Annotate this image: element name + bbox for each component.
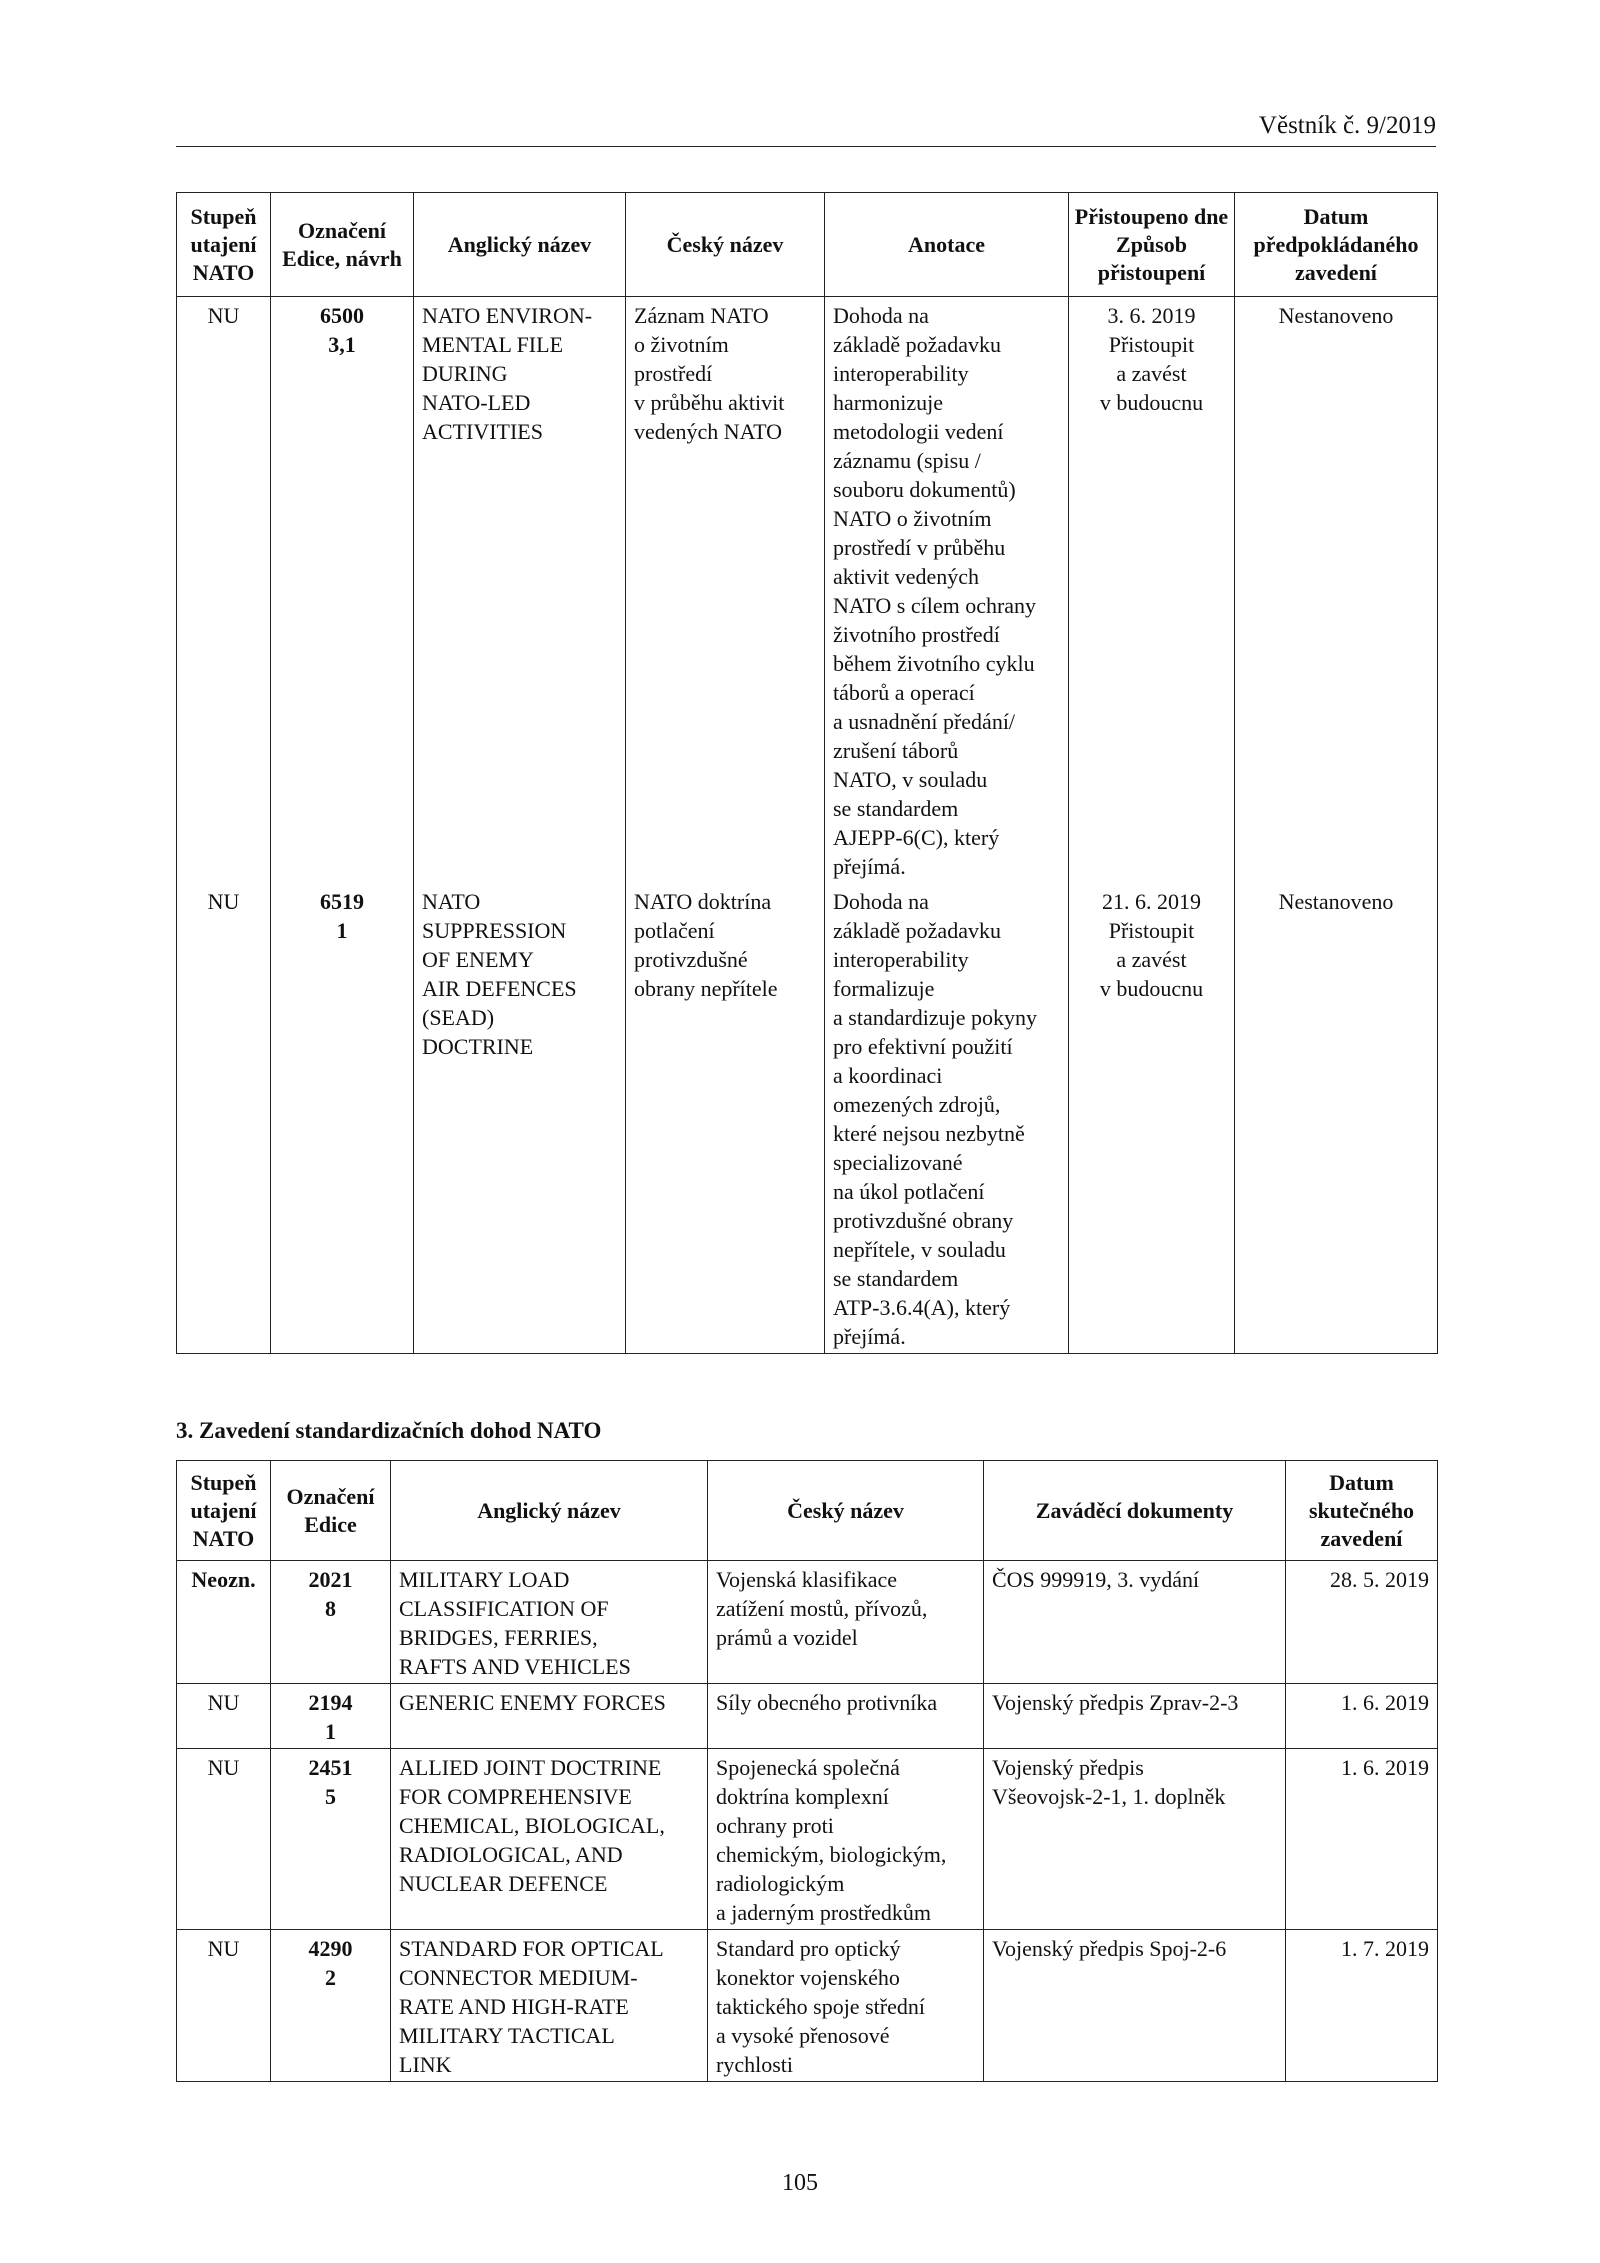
header-cesky: Český název: [626, 193, 825, 297]
header-anglicky: Anglický název: [414, 193, 626, 297]
cell-dokumenty: ČOS 999919, 3. vydání: [984, 1561, 1286, 1684]
page-number: 105: [782, 2170, 818, 2196]
header-dokumenty: Zaváděcí dokumenty: [984, 1461, 1286, 1561]
table-row: [177, 1561, 1438, 1684]
table-row: [177, 1930, 1438, 2082]
cell-oznaceni: 2194 1: [271, 1684, 391, 1749]
table-header-row: [177, 193, 1438, 297]
cell-anotace: Dohoda na základě požadavku interoperability formalizuje a standardizuje pokyny pro efektivní použití a koordinaci omezených zdrojů, které nejsou nezbytně specializované na úkol potlačení protivzdušné obrany nepřítele, v souladu se standardem ATP-3.6.4(A), který přejímá.: [825, 883, 1069, 1354]
cell-oznaceni: 6500 3,1: [271, 297, 414, 884]
cell-stupen: NU: [177, 1749, 271, 1930]
cell-datum: Nestanoveno: [1235, 297, 1438, 884]
cell-anglicky: STANDARD FOR OPTICAL CONNECTOR MEDIUM- RATE AND HIGH-RATE MILITARY TACTICAL LINK: [391, 1930, 708, 2082]
cell-datum: Nestanoveno: [1235, 883, 1438, 1354]
table-row: [177, 297, 1438, 884]
cell-anglicky: NATO SUPPRESSION OF ENEMY AIR DEFENCES (SEAD) DOCTRINE: [414, 883, 626, 1354]
cell-cesky: Spojenecká společná doktrína komplexní ochrany proti chemickým, biologickým, radiologickým a jaderným prostředkům: [708, 1749, 984, 1930]
cell-stupen: NU: [177, 883, 271, 1354]
cell-oznaceni: 2451 5: [271, 1749, 391, 1930]
cell-stupen: NU: [177, 1930, 271, 2082]
header-anotace: Anotace: [825, 193, 1069, 297]
bulletin-title: Věstník č. 9/2019: [1258, 112, 1436, 139]
cell-pristoupeno: 21. 6. 2019 Přistoupit a zavést v budoucnu: [1069, 883, 1235, 1354]
cell-cesky: Standard pro optický konektor vojenského taktického spoje střední a vysoké přenosové rychlosti: [708, 1930, 984, 2082]
cell-anglicky: MILITARY LOAD CLASSIFICATION OF BRIDGES, FERRIES, RAFTS AND VEHICLES: [391, 1561, 708, 1684]
cell-datum: 1. 7. 2019: [1286, 1930, 1438, 2082]
cell-anotace: Dohoda na základě požadavku interoperability harmonizuje metodologii vedení záznamu (spisu / souboru dokumentů) NATO o životním prostředí v průběhu aktivit vedených NATO s cílem ochrany životního prostředí během životního cyklu táborů a operací a usnadnění předání/ zrušení táborů NATO, v souladu se standardem AJEPP-6(C), který přejímá.: [825, 297, 1069, 884]
cell-stupen: Neozn.: [177, 1561, 271, 1684]
header-cesky: Český název: [708, 1461, 984, 1561]
header-oznaceni: Označení Edice: [271, 1461, 391, 1561]
cell-dokumenty: Vojenský předpis Zprav-2-3: [984, 1684, 1286, 1749]
cell-datum: 28. 5. 2019: [1286, 1561, 1438, 1684]
cell-anglicky: ALLIED JOINT DOCTRINE FOR COMPREHENSIVE CHEMICAL, BIOLOGICAL, RADIOLOGICAL, AND NUCLEAR DEFENCE: [391, 1749, 708, 1930]
cell-cesky: NATO doktrína potlačení protivzdušné obrany nepřítele: [626, 883, 825, 1354]
cell-oznaceni: 2021 8: [271, 1561, 391, 1684]
cell-anglicky: NATO ENVIRON- MENTAL FILE DURING NATO-LED ACTIVITIES: [414, 297, 626, 884]
header-datum: Datum předpokládaného zavedení: [1235, 193, 1438, 297]
cell-dokumenty: Vojenský předpis Všeovojsk-2-1, 1. doplněk: [984, 1749, 1286, 1930]
implementation-table: [176, 1460, 1438, 2082]
header-anglicky: Anglický název: [391, 1461, 708, 1561]
header-datum: Datum skutečného zavedení: [1286, 1461, 1438, 1561]
cell-anglicky: GENERIC ENEMY FORCES: [391, 1684, 708, 1749]
table-row: [177, 1684, 1438, 1749]
table-row: [177, 883, 1438, 1354]
header-stupen: Stupeň utajení NATO: [177, 1461, 271, 1561]
header-stupen: Stupeň utajení NATO: [177, 193, 271, 297]
cell-cesky: Vojenská klasifikace zatížení mostů, přívozů, prámů a vozidel: [708, 1561, 984, 1684]
page-header: [176, 112, 1436, 147]
cell-stupen: NU: [177, 297, 271, 884]
header-oznaceni: Označení Edice, návrh: [271, 193, 414, 297]
table-row: [177, 1749, 1438, 1930]
header-pristoupeno: Přistoupeno dne Způsob přistoupení: [1069, 193, 1235, 297]
cell-datum: 1. 6. 2019: [1286, 1749, 1438, 1930]
cell-cesky: Síly obecného protivníka: [708, 1684, 984, 1749]
section-title: 3. Zavedení standardizačních dohod NATO: [176, 1418, 602, 1443]
cell-datum: 1. 6. 2019: [1286, 1684, 1438, 1749]
cell-stupen: NU: [177, 1684, 271, 1749]
cell-pristoupeno: 3. 6. 2019 Přistoupit a zavést v budoucnu: [1069, 297, 1235, 884]
table-header-row: [177, 1461, 1438, 1561]
cell-cesky: Záznam NATO o životním prostředí v průběhu aktivit vedených NATO: [626, 297, 825, 884]
accession-table: [176, 192, 1438, 1354]
cell-dokumenty: Vojenský předpis Spoj-2-6: [984, 1930, 1286, 2082]
cell-oznaceni: 4290 2: [271, 1930, 391, 2082]
cell-oznaceni: 6519 1: [271, 883, 414, 1354]
